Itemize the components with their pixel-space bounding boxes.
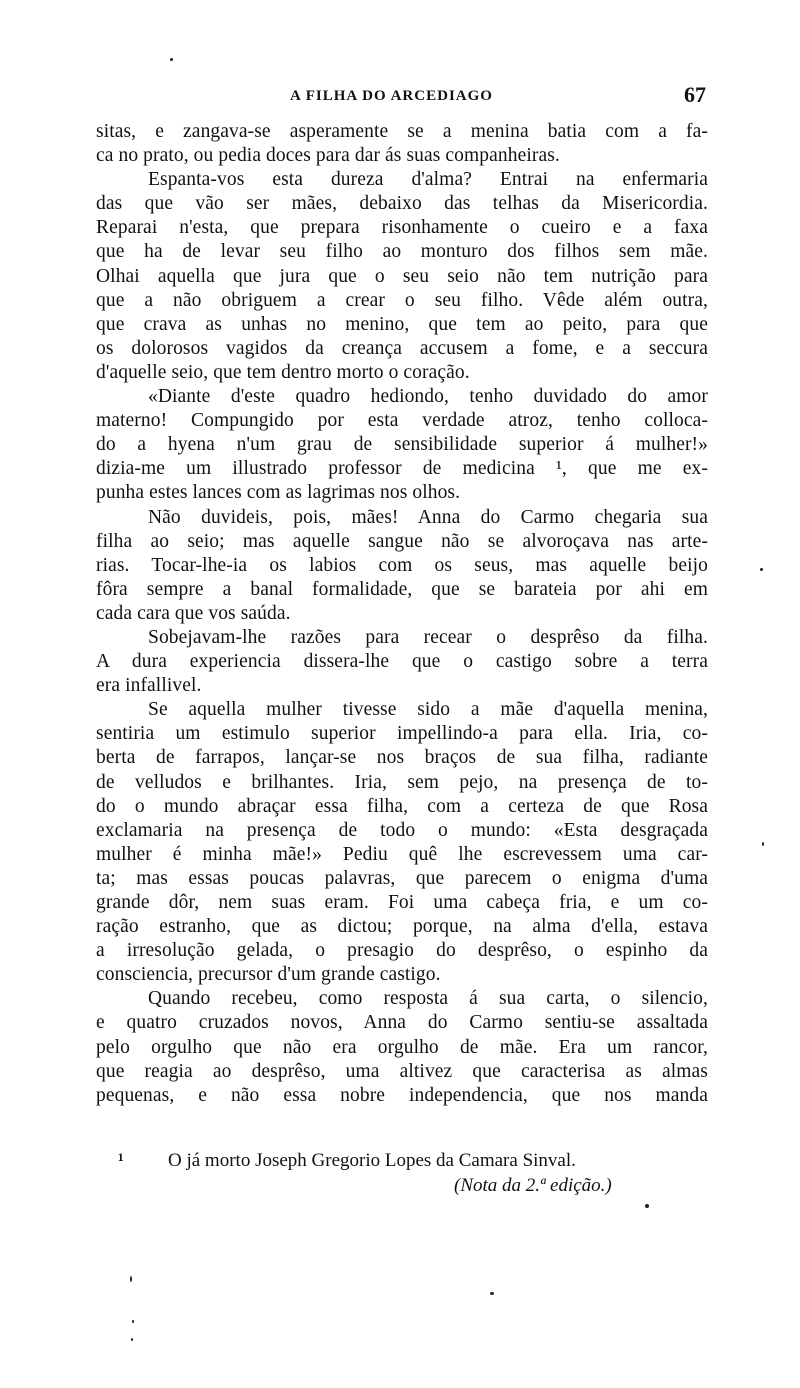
scan-speck xyxy=(490,1292,494,1295)
text-line: sitas, e zangava-se asperamente se a menina batia com a fa- xyxy=(96,121,708,142)
text-line: A dura experiencia dissera-lhe que o castigo sobre a terra xyxy=(96,651,708,673)
text-line: e quatro cruzados novos, Anna do Carmo sentiu-se assaltada xyxy=(96,1012,708,1034)
text-line: Se aquella mulher tivesse sido a mãe d'aquella menina, xyxy=(148,699,708,721)
page-number: 67 xyxy=(684,82,706,107)
text-line: grande dôr, nem suas eram. Foi uma cabeça fria, e um co- xyxy=(96,892,708,913)
running-title: A FILHA DO ARCEDIAGO xyxy=(290,88,493,104)
text-line: cada cara que vos saúda. xyxy=(96,602,291,624)
text-line: Sobejavam-lhe razões para recear o desprêso da filha. xyxy=(148,626,708,648)
footnote xyxy=(118,1148,678,1198)
text-line: que a não obriguem a crear o seu filho. Vêde além outra, xyxy=(96,289,708,311)
text-line: punha estes lances com as lagrimas nos olhos. xyxy=(96,482,461,504)
text-line: que reagia ao desprêso, uma altivez que caracterisa as almas xyxy=(96,1060,708,1082)
text-line: filha ao seio; mas aquelle sangue não se alvoroçava nas arte- xyxy=(96,530,708,552)
text-line: pequenas, e não essa nobre independencia, que nos manda xyxy=(96,1084,708,1106)
text-line: que crava as unhas no menino, que tem ao peito, para que xyxy=(96,313,708,335)
body-text xyxy=(96,120,708,1108)
text-line: «Diante d'este quadro hediondo, tenho duvidado do amor xyxy=(148,386,708,408)
text-line: do o mundo abraçar essa filha, com a certeza de que Rosa xyxy=(96,795,708,817)
text-line: consciencia, precursor d'um grande castigo. xyxy=(96,964,441,986)
text-line: mulher é minha mãe!» Pediu quê lhe escrevessem uma car- xyxy=(96,843,708,865)
text-line: sentiria um estimulo superior impellindo-a para ella. Iria, co- xyxy=(96,723,708,745)
text-line: Não duvideis, pois, mães! Anna do Carmo chegaria sua xyxy=(148,506,708,528)
text-line: ca no prato, ou pedia doces para dar ás suas companheiras. xyxy=(96,145,560,167)
page-header xyxy=(100,82,710,112)
text-line: ta; mas essas poucas palavras, que parecem o enigma d'uma xyxy=(96,867,708,889)
footnote-mark: ¹ xyxy=(118,1150,124,1171)
text-line: os dolorosos vagidos da creança accusem a fome, e a seccura xyxy=(96,337,708,359)
text-line: que ha de levar seu filho ao monturo dos filhos sem mãe. xyxy=(96,241,708,263)
scan-speck xyxy=(760,568,763,571)
text-line: das que vão ser mães, debaixo das telhas da Misericordia. xyxy=(96,193,708,215)
footnote-text: O já morto Joseph Gregorio Lopes da Camara Sinval. xyxy=(168,1150,576,1171)
text-line: exclamaria na presença de todo o mundo: «Esta desgraçada xyxy=(96,819,708,841)
scan-speck xyxy=(130,1276,132,1282)
text-line: Quando recebeu, como resposta á sua carta, o silencio, xyxy=(148,988,708,1010)
text-line: dizia-me um illustrado professor de medicina ¹, que me ex- xyxy=(96,458,708,480)
text-line: do a hyena n'um grau de sensibilidade superior á mulher!» xyxy=(96,434,708,456)
text-line: Espanta-vos esta dureza d'alma? Entrai na enfermaria xyxy=(148,169,708,191)
text-line: materno! Compungido por esta verdade atroz, tenho colloca- xyxy=(96,410,708,432)
scan-speck xyxy=(131,1338,133,1341)
text-line: Olhai aquella que jura que o seu seio não tem nutrição para xyxy=(96,265,708,287)
scan-speck xyxy=(645,1204,649,1208)
text-line: rias. Tocar-lhe-ia os labios com os seus, mas aquelle beijo xyxy=(96,554,708,576)
scan-speck xyxy=(132,1320,134,1323)
text-line: fôra sempre a banal formalidade, que se barateia por ahi em xyxy=(96,578,708,600)
text-line: era infallivel. xyxy=(96,675,202,697)
scan-speck xyxy=(170,58,173,61)
text-line: ração estranho, que as dictou; porque, na alma d'ella, estava xyxy=(96,916,708,938)
text-line: de velludos e brilhantes. Iria, sem pejo, na presença de to- xyxy=(96,771,708,793)
text-line: a irresolução gelada, o presagio do desprêso, o espinho da xyxy=(96,940,708,962)
scan-speck xyxy=(762,842,764,846)
text-line: Reparai n'esta, que prepara risonhamente o cueiro e a faxa xyxy=(96,217,708,239)
text-line: d'aquelle seio, que tem dentro morto o coração. xyxy=(96,361,470,383)
text-line: berta de farrapos, lançar-se nos braços de sua filha, radiante xyxy=(96,747,708,769)
text-line: pelo orgulho que não era orgulho de mãe. Era um rancor, xyxy=(96,1036,708,1058)
footnote-credit: (Nota da 2.ª edição.) xyxy=(454,1175,612,1196)
